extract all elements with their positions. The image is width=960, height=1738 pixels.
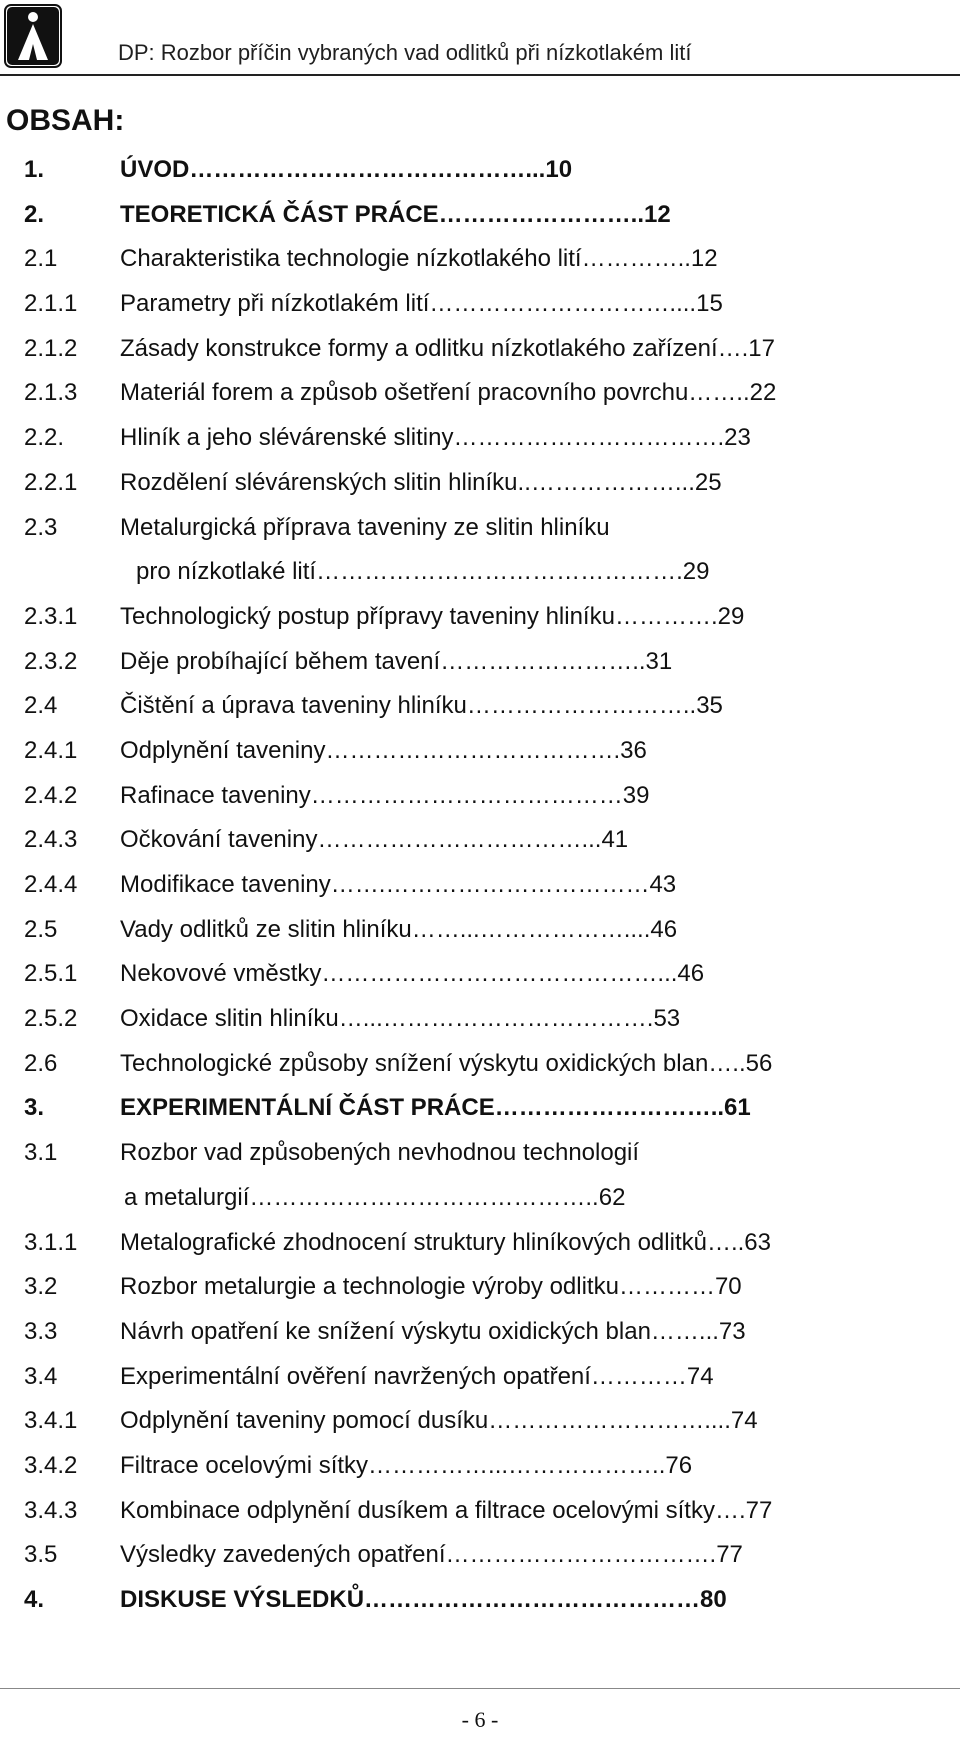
toc-entry-number: 2.3	[24, 513, 58, 541]
contents-heading: OBSAH:	[6, 104, 125, 137]
toc-entry	[0, 1096, 960, 1141]
toc-entry-number: 3.5	[24, 1541, 58, 1569]
university-logo-icon	[4, 4, 62, 68]
footer-divider	[0, 1688, 960, 1689]
toc-entry-title: Technologické způsoby snížení výskytu oxidických blan…..56	[120, 1049, 773, 1077]
toc-entry-number: 2.5.1	[24, 960, 78, 988]
toc-entry-title: Filtrace ocelovými sítky……………...………………..76	[120, 1451, 693, 1479]
toc-entry	[0, 1588, 960, 1633]
toc-entry-title-continuation: a metalurgií……………………………………..62	[124, 1183, 626, 1211]
toc-entry-number: 2.1.2	[24, 334, 78, 362]
toc-entry-title: EXPERIMENTÁLNÍ ČÁST PRÁCE………………………..61	[120, 1094, 751, 1122]
toc-entry-number: 2.6	[24, 1049, 58, 1077]
toc-entry-title: TEORETICKÁ ČÁST PRÁCE……………………..12	[120, 200, 671, 228]
toc-entry-number: 2.1.1	[24, 290, 78, 318]
toc-entry-title: Čištění a úprava taveniny hliníku………………………..35	[120, 692, 723, 720]
toc-entry-title: Kombinace odplynění dusíkem a filtrace ocelovými sítky….77	[120, 1496, 773, 1524]
toc-entry-title: Materiál forem a způsob ošetření pracovního povrchu……..22	[120, 379, 777, 407]
toc-entry-title: Metalurgická příprava taveniny ze slitin hliníku	[120, 513, 610, 541]
toc-entry-number: 2.4	[24, 692, 58, 720]
toc-entry-title: Vady odlitků ze slitin hliníku……...………………....46	[120, 915, 678, 943]
toc-entry	[0, 1049, 960, 1097]
toc-entry-number: 3.2	[24, 1273, 58, 1301]
toc-entry-number: 2.1.3	[24, 379, 78, 407]
toc-entry	[0, 426, 960, 471]
toc-entry-title: Oxidace slitin hliníku…...…………………………….53	[120, 1005, 681, 1033]
toc-entry-number: 3.4.1	[24, 1407, 78, 1435]
toc-entry-title: Očkování taveniny……………………………...41	[120, 826, 629, 854]
toc-entry	[0, 334, 960, 382]
toc-entry-title: Odplynění taveniny……………………………….36	[120, 736, 647, 764]
toc-entry-title: Návrh opatření ke snížení výskytu oxidických blan……...73	[120, 1317, 746, 1345]
toc-entry-title: Experimentální ověření navržených opatření…………74	[120, 1362, 714, 1390]
toc-entry-number: 2.4.1	[24, 736, 78, 764]
toc-entry	[0, 1543, 960, 1588]
toc-entry	[0, 292, 960, 337]
toc-entry-title: Zásady konstrukce formy a odlitku nízkotlakého zařízení….17	[120, 334, 775, 362]
toc-entry	[0, 1141, 960, 1230]
toc-entry-title: Rozdělení slévárenských slitin hliníku..………………...25	[120, 468, 722, 496]
toc-entry	[0, 247, 960, 292]
toc-entry-title: Parametry při nízkotlakém lití…………………………....15	[120, 290, 723, 318]
toc-entry	[0, 1228, 960, 1276]
toc-entry-number: 1.	[24, 156, 45, 183]
toc-entry	[0, 736, 960, 784]
toc-entry-number: 3.3	[24, 1317, 58, 1345]
toc-entry-title: Děje probíhající během tavení……………………..31	[120, 647, 673, 675]
toc-entry-title: Hliník a jeho slévárenské slitiny…………………………….23	[120, 424, 751, 452]
toc-entry-number: 2.1	[24, 245, 58, 273]
toc-entry-number: 2.2.1	[24, 468, 78, 496]
toc-entry	[0, 1409, 960, 1454]
toc-entry	[0, 468, 960, 516]
toc-entry-title: Rafinace taveniny…………………………………39	[120, 781, 650, 809]
toc-entry	[0, 1317, 960, 1365]
toc-entry-number: 2.3.2	[24, 647, 78, 675]
toc-entry-number: 2.	[24, 200, 45, 228]
toc-entry-number: 3.4.3	[24, 1496, 78, 1524]
toc-entry-number: 2.4.2	[24, 781, 78, 809]
toc-entry-number: 2.3.1	[24, 602, 78, 630]
toc-entry-number: 3.1.1	[24, 1228, 78, 1256]
header-divider	[0, 74, 960, 76]
toc-entry-title: Modifikace taveniny…….……………………………43	[120, 871, 677, 899]
toc-entry	[0, 1007, 960, 1052]
toc-entry	[0, 200, 960, 248]
table-of-contents	[0, 158, 960, 1633]
toc-entry-title: Nekovové vměstky……………………………………...46	[120, 960, 705, 988]
toc-entry-number: 2.4.3	[24, 826, 78, 854]
toc-entry	[0, 1496, 960, 1544]
toc-entry	[0, 962, 960, 1007]
toc-entry	[0, 1275, 960, 1320]
toc-entry-title: Rozbor metalurgie a technologie výroby odlitku…………70	[120, 1273, 742, 1301]
document-title: DP: Rozbor příčin vybraných vad odlitků při nízkotlakém lití	[118, 40, 692, 65]
toc-entry-number: 3.1	[24, 1139, 58, 1167]
page-header	[0, 0, 960, 80]
toc-entry	[0, 828, 960, 873]
toc-entry-number: 2.2.	[24, 424, 65, 452]
toc-entry	[0, 647, 960, 695]
toc-entry	[0, 602, 960, 650]
toc-entry	[0, 694, 960, 739]
toc-entry-number: 2.4.4	[24, 871, 78, 899]
page-number: - 6 -	[461, 1707, 499, 1732]
toc-entry	[0, 915, 960, 963]
toc-entry	[0, 381, 960, 426]
toc-entry	[0, 873, 960, 918]
toc-entry-title: ÚVOD……………………………………...10	[120, 156, 573, 183]
toc-entry-number: 2.5.2	[24, 1005, 78, 1033]
toc-entry-title: Metalografické zhodnocení struktury hliníkových odlitků…..63	[120, 1228, 771, 1256]
toc-entry-number: 3.	[24, 1094, 45, 1122]
toc-entry-number: 3.4	[24, 1362, 58, 1390]
toc-entry	[0, 1451, 960, 1499]
toc-entry-title-continuation: pro nízkotlaké lití……………………………………….29	[136, 558, 710, 586]
toc-entry-title: Charakteristika technologie nízkotlakého lití…………..12	[120, 245, 718, 273]
toc-entry-title: DISKUSE VÝSLEDKŮ……………………………………80	[120, 1586, 727, 1614]
toc-entry-title: Odplynění taveniny pomocí dusíku………………………....74	[120, 1407, 758, 1435]
toc-entry-title: Technologický postup přípravy taveniny hliníku………….29	[120, 602, 745, 630]
toc-entry	[0, 158, 960, 203]
toc-entry-title: Výsledky zavedených opatření…………………………….77	[120, 1541, 743, 1569]
toc-entry-number: 2.5	[24, 915, 58, 943]
toc-entry-number: 3.4.2	[24, 1451, 78, 1479]
toc-entry	[0, 1362, 960, 1410]
toc-entry-number: 4.	[24, 1586, 45, 1614]
toc-entry	[0, 513, 960, 605]
toc-entry-title: Rozbor vad způsobených nevhodnou technologií	[120, 1139, 640, 1167]
toc-entry	[0, 781, 960, 829]
